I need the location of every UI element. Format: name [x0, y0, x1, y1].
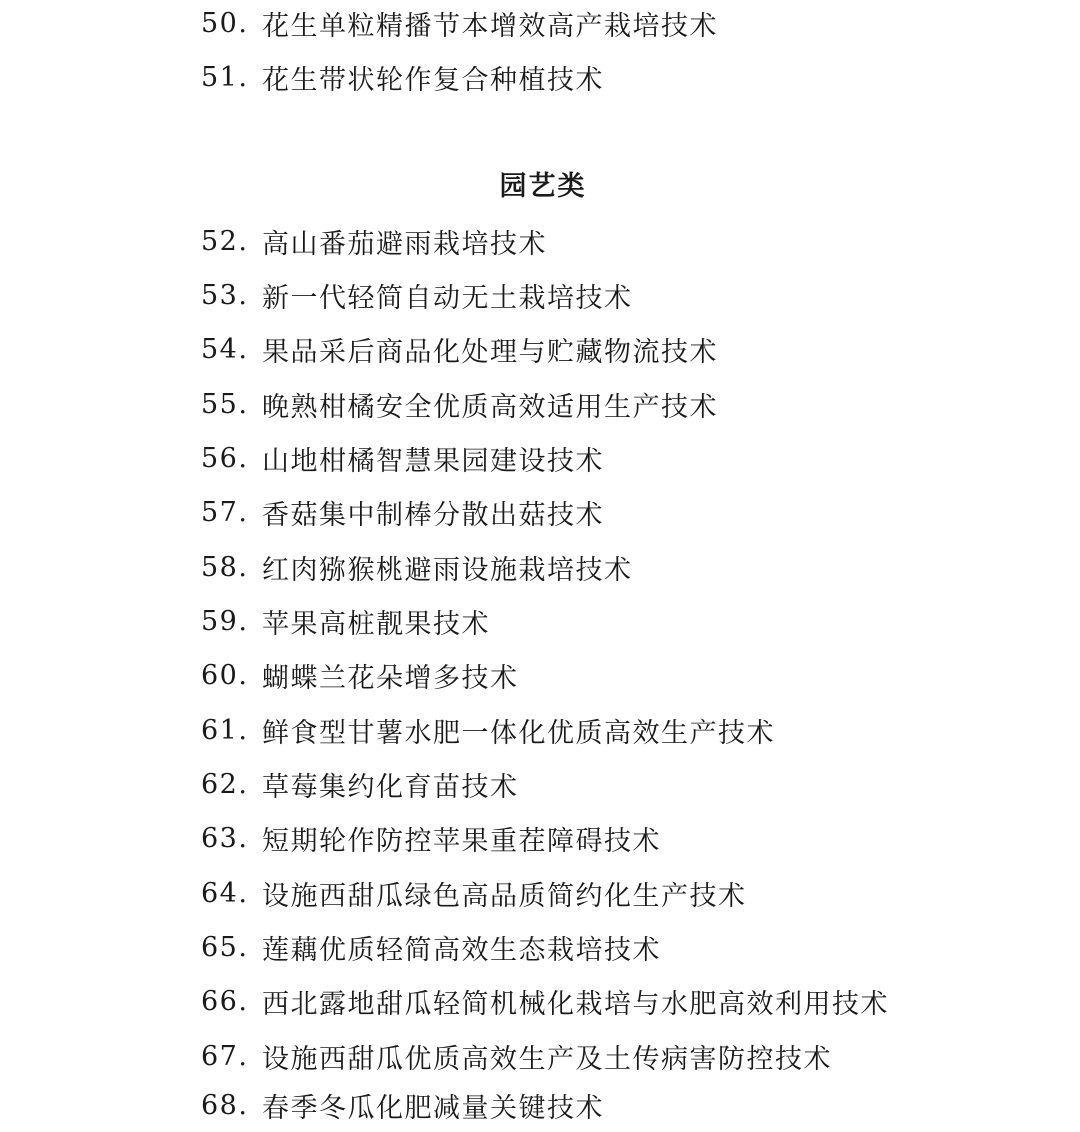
list-item [0, 268, 1080, 322]
item-text: 高山番茄避雨栽培技术 [262, 228, 547, 260]
section-heading: 园艺类 [499, 171, 587, 202]
item-text: 设施西甜瓜绿色高品质简约化生产技术 [262, 880, 747, 912]
item-number: 50. [201, 7, 249, 39]
item-text: 西北露地甜瓜轻简机械化栽培与水肥高效利用技术 [262, 988, 889, 1020]
list-item [0, 485, 1080, 539]
item-number: 64. [201, 877, 249, 909]
item-text: 晚熟柑橘安全优质高效适用生产技术 [262, 391, 718, 423]
item-text: 花生单粒精播节本增效高产栽培技术 [262, 10, 718, 42]
item-text: 短期轮作防控苹果重茬障碍技术 [262, 825, 661, 857]
item-number: 61. [201, 714, 249, 746]
list-item [0, 648, 1080, 702]
item-text: 蝴蝶兰花朵增多技术 [262, 662, 519, 694]
list-item [0, 866, 1080, 920]
list-item [0, 594, 1080, 648]
list-item [0, 431, 1080, 485]
item-text: 莲藕优质轻简高效生态栽培技术 [262, 934, 661, 966]
item-number: 58. [201, 551, 249, 583]
list-item [0, 377, 1080, 431]
list-item [0, 974, 1080, 1028]
item-number: 63. [201, 822, 249, 854]
item-number: 53. [201, 279, 249, 311]
item-number: 60. [201, 659, 249, 691]
item-number: 66. [201, 985, 249, 1017]
item-text: 花生带状轮作复合种植技术 [262, 64, 604, 96]
item-number: 62. [201, 768, 249, 800]
list-item [0, 703, 1080, 757]
list-item [0, 322, 1080, 376]
item-number: 55. [201, 388, 249, 420]
item-text: 果品采后商品化处理与贮藏物流技术 [262, 336, 718, 368]
item-number: 59. [201, 605, 249, 637]
item-number: 56. [201, 442, 249, 474]
list-item [0, 0, 1080, 50]
list-item [0, 811, 1080, 865]
item-number: 68. [201, 1089, 249, 1121]
item-text: 新一代轻简自动无土栽培技术 [262, 282, 633, 314]
list-item [0, 214, 1080, 268]
list-item [0, 50, 1080, 104]
item-text: 苹果高桩靓果技术 [262, 608, 490, 640]
list-item [0, 1078, 1080, 1132]
item-text: 红肉猕猴桃避雨设施栽培技术 [262, 554, 633, 586]
item-text: 山地柑橘智慧果园建设技术 [262, 445, 604, 477]
item-number: 67. [201, 1040, 249, 1072]
list-item [0, 757, 1080, 811]
item-number: 52. [201, 225, 249, 257]
list-item [0, 1029, 1080, 1083]
item-text: 草莓集约化育苗技术 [262, 771, 519, 803]
item-text: 春季冬瓜化肥减量关键技术 [262, 1092, 604, 1124]
list-item [0, 540, 1080, 594]
item-text: 设施西甜瓜优质高效生产及土传病害防控技术 [262, 1043, 832, 1075]
item-number: 57. [201, 496, 249, 528]
item-text: 鲜食型甘薯水肥一体化优质高效生产技术 [262, 717, 775, 749]
item-number: 51. [201, 61, 249, 93]
item-text: 香菇集中制棒分散出菇技术 [262, 499, 604, 531]
item-number: 65. [201, 931, 249, 963]
item-number: 54. [201, 333, 249, 365]
list-item [0, 920, 1080, 974]
